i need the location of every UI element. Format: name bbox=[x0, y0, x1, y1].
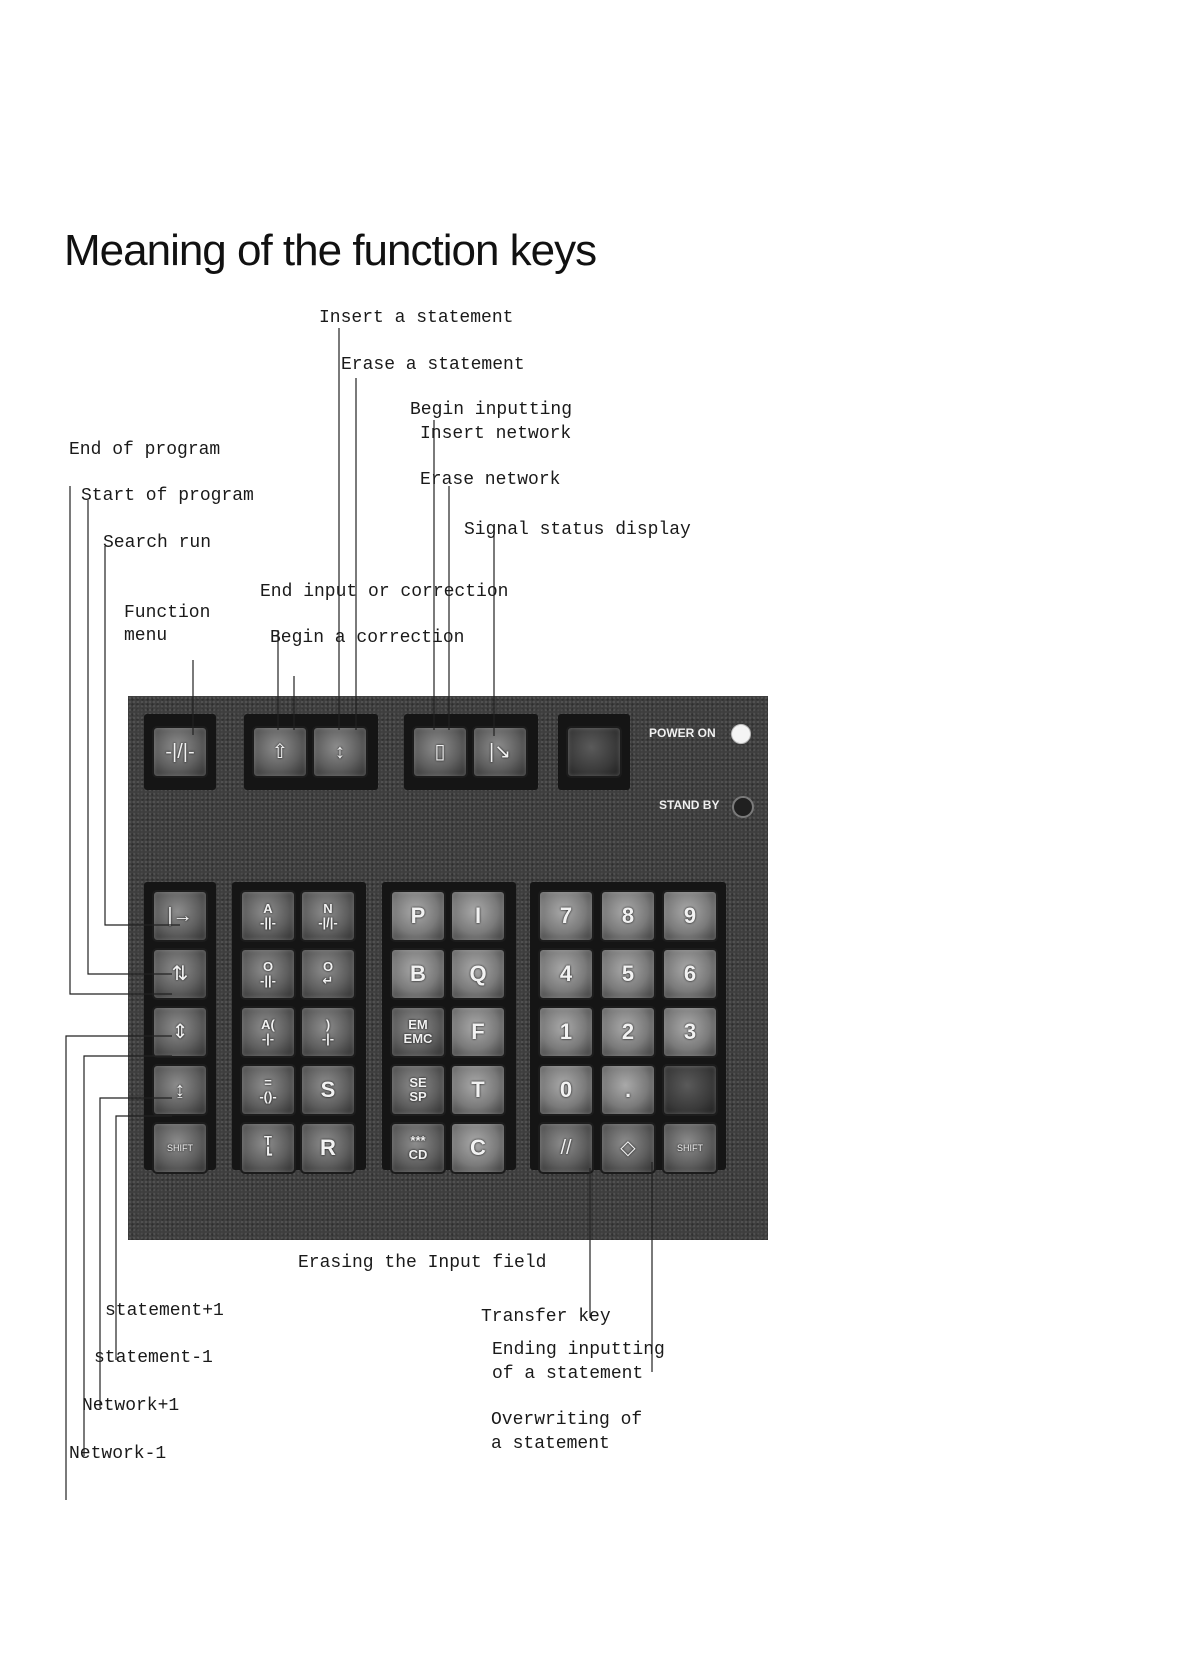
label-overwriting-line2: a statement bbox=[491, 1434, 610, 1454]
se-label: SE bbox=[409, 1075, 427, 1090]
statement-step-icon: ↨ bbox=[175, 1079, 185, 1101]
stand-by-label: STAND BY bbox=[659, 798, 720, 812]
search-run-icon: |→ bbox=[167, 905, 193, 927]
leader-end-of-program bbox=[70, 486, 172, 994]
key-4-label: 4 bbox=[559, 961, 573, 986]
insert-statement-icon: ↕ bbox=[335, 741, 345, 763]
r-key-label: R bbox=[320, 1135, 336, 1160]
key-7-label: 7 bbox=[559, 903, 573, 928]
and-key-letter: A bbox=[263, 901, 273, 916]
power-on-label: POWER ON bbox=[649, 726, 716, 740]
label-function-menu-line1: Function bbox=[124, 603, 211, 623]
label-begin-correction: Begin a correction bbox=[270, 628, 465, 648]
label-begin-inputting: Begin inputting bbox=[410, 400, 573, 420]
or-branch-icon: ↵ bbox=[322, 973, 334, 988]
transfer-icon: ◇ bbox=[620, 1137, 636, 1159]
key-8-label: 8 bbox=[621, 903, 635, 928]
insert-network-icon: ▯ bbox=[434, 741, 446, 763]
p-key-label: P bbox=[410, 903, 426, 928]
stars-label: *** bbox=[410, 1133, 426, 1148]
key-5-label: 5 bbox=[621, 961, 635, 986]
timer-icon: ┗ bbox=[264, 1147, 272, 1162]
q-key-label: Q bbox=[469, 961, 487, 986]
key-2-label: 2 bbox=[621, 1019, 635, 1044]
erase-input-icon: // bbox=[560, 1137, 572, 1159]
leader-statement-plus-1 bbox=[116, 1116, 172, 1360]
label-erase-statement: Erase a statement bbox=[341, 355, 525, 375]
and-not-icon: -|/|- bbox=[318, 915, 338, 930]
label-insert-statement: Insert a statement bbox=[319, 308, 514, 328]
key-1-label: 1 bbox=[559, 1019, 573, 1044]
leader-search-run bbox=[105, 546, 180, 925]
b-key-label: B bbox=[410, 961, 426, 986]
label-statement-plus-1: statement+1 bbox=[105, 1301, 224, 1321]
program-start-end-icon: ⇅ bbox=[171, 963, 189, 985]
label-end-input-or-correction: End input or correction bbox=[260, 582, 509, 602]
open-branch-icon: -|- bbox=[261, 1031, 275, 1046]
key-6-label: 6 bbox=[683, 961, 697, 986]
t-key-label: T bbox=[471, 1077, 485, 1102]
or-key-letter: O bbox=[262, 959, 274, 974]
or-contact-icon: -||- bbox=[260, 973, 276, 988]
key-3-label: 3 bbox=[683, 1019, 697, 1044]
and-not-key-letter: N bbox=[323, 901, 333, 916]
label-ending-inputting-line1: Ending inputting bbox=[492, 1340, 665, 1360]
label-erase-network: Erase network bbox=[420, 470, 561, 490]
cd-label: CD bbox=[408, 1147, 428, 1162]
close-branch-icon: -|- bbox=[321, 1031, 335, 1046]
c-key-label: C bbox=[470, 1135, 486, 1160]
label-network-minus-1: Network-1 bbox=[69, 1444, 167, 1464]
s-key-label: S bbox=[320, 1077, 336, 1102]
function-menu-icon: -|/|- bbox=[165, 741, 195, 763]
label-search-run: Search run bbox=[103, 533, 212, 553]
label-function-menu-line2: menu bbox=[124, 626, 168, 646]
coil-icon: -()- bbox=[259, 1089, 277, 1104]
label-start-of-program: Start of program bbox=[81, 486, 254, 506]
emc-label: EMC bbox=[403, 1031, 433, 1046]
assign-label: = bbox=[264, 1075, 272, 1090]
close-branch-label: ) bbox=[325, 1017, 331, 1032]
sp-label: SP bbox=[409, 1089, 427, 1104]
shift-right-label: SHIFT bbox=[677, 1142, 703, 1153]
signal-status-icon: |↘ bbox=[489, 741, 511, 763]
leader-network-minus-1 bbox=[66, 1036, 172, 1500]
label-overwriting-line1: Overwriting of bbox=[491, 1410, 643, 1430]
leader-start-of-program bbox=[88, 500, 172, 974]
network-step-icon: ⇕ bbox=[171, 1021, 189, 1043]
key-dot-label: . bbox=[624, 1077, 632, 1102]
f-key-label: F bbox=[471, 1019, 485, 1044]
shift-left-label: SHIFT bbox=[167, 1142, 193, 1153]
page-title: Meaning of the function keys bbox=[64, 226, 597, 275]
label-end-of-program: End of program bbox=[69, 440, 221, 460]
leader-statement-minus-1 bbox=[100, 1098, 172, 1408]
label-insert-network: Insert network bbox=[420, 424, 572, 444]
label-statement-minus-1: statement-1 bbox=[94, 1348, 213, 1368]
label-signal-status-display: Signal status display bbox=[464, 520, 691, 540]
timer-key-label: T bbox=[264, 1133, 272, 1148]
em-label: EM bbox=[408, 1017, 428, 1032]
label-transfer-key: Transfer key bbox=[481, 1307, 611, 1327]
or-branch-key-letter: O bbox=[322, 959, 334, 974]
label-erasing-input-field: Erasing the Input field bbox=[298, 1253, 547, 1273]
label-ending-inputting-line2: of a statement bbox=[492, 1364, 644, 1384]
i-key-label: I bbox=[474, 903, 482, 928]
label-network-plus-1: Network+1 bbox=[82, 1396, 180, 1416]
and-contact-icon: -||- bbox=[260, 915, 276, 930]
end-input-icon: ⇧ bbox=[271, 741, 289, 763]
key-0-label: 0 bbox=[559, 1077, 573, 1102]
key-9-label: 9 bbox=[683, 903, 697, 928]
open-branch-label: A( bbox=[261, 1017, 275, 1032]
